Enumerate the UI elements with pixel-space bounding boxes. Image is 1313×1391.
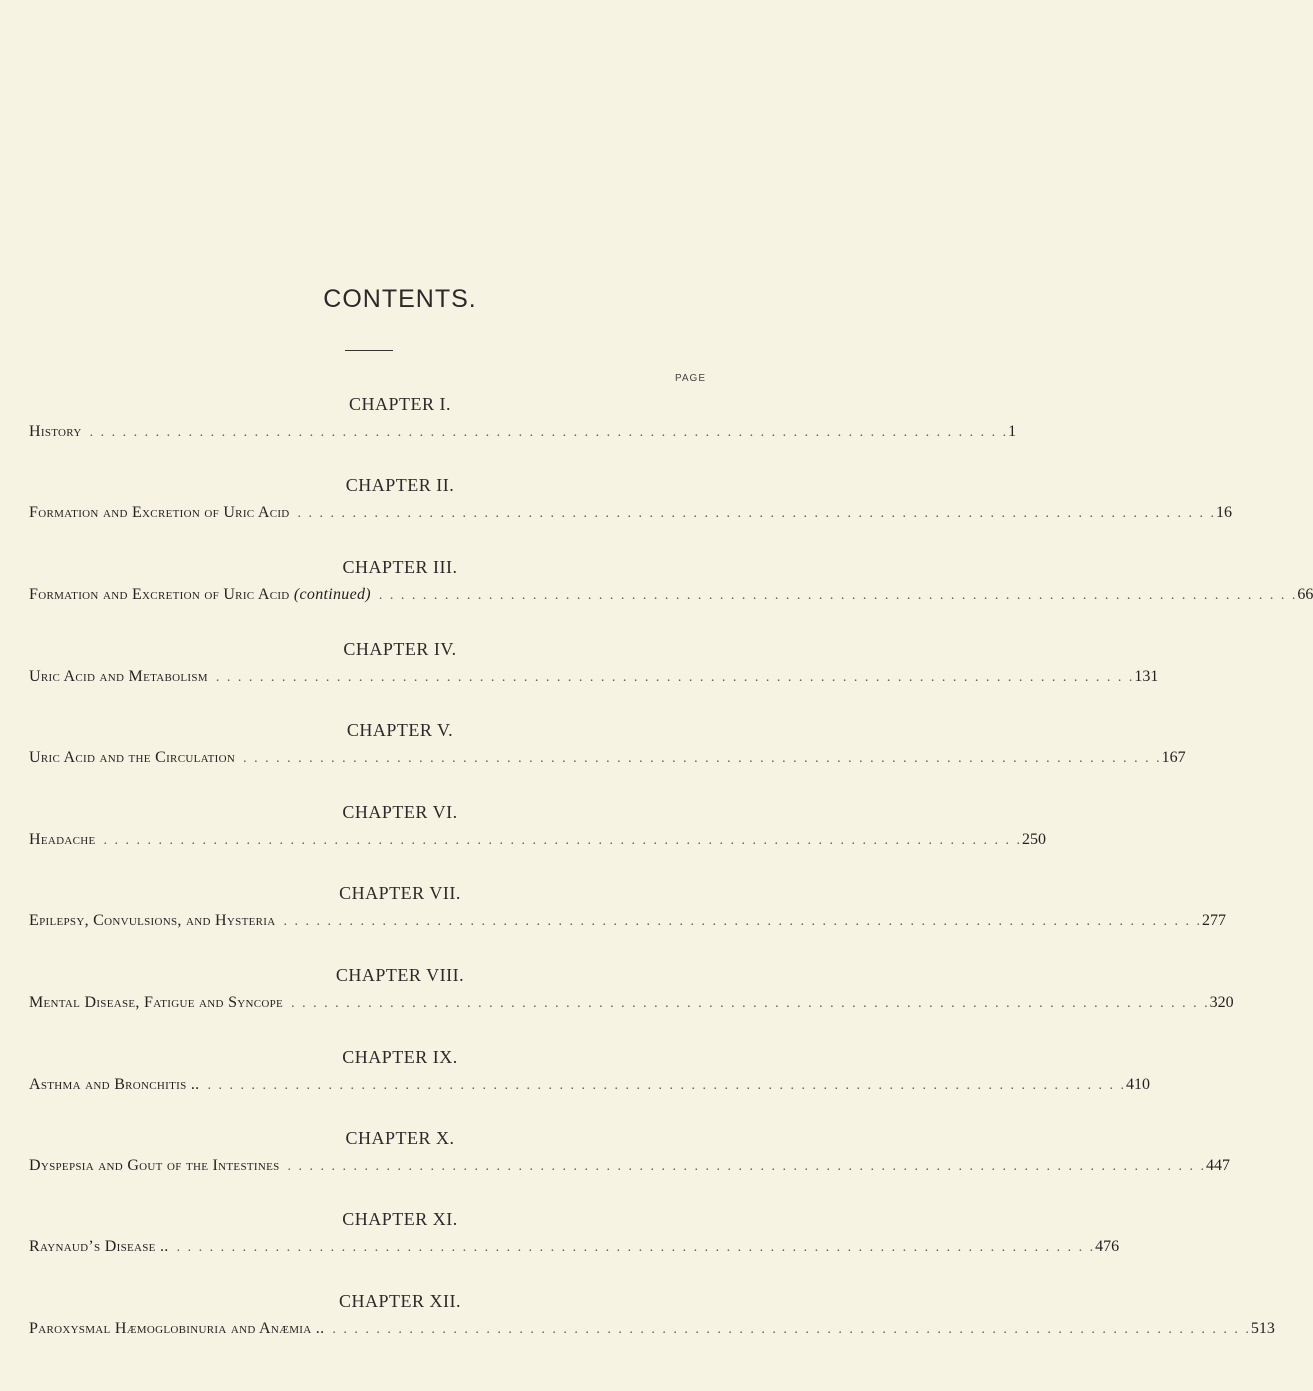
page-title: CONTENTS. (323, 285, 477, 313)
toc-line[interactable] (29, 831, 1047, 855)
toc-line[interactable] (29, 749, 1186, 773)
chapter-title: Formation and Excretion of Uric Acid (29, 504, 290, 521)
chapter-title (29, 586, 379, 604)
dot-leader: . . . . . . . . . . . . . . . . . . . . . . . . . . . . . . . . . . . . . . . . . . . . . . . . . . . . . . . . . . . . . . . . . . . . . . . . . . . . . . . . . . . . (378, 588, 1298, 603)
toc-line[interactable] (29, 423, 1017, 447)
dot-leader: . . . . . . . . . . . . . . . . . . . . . . . . . . . . . . . . . . . . . . . . . . . . . . . . . . . . . . . . . . . . . . . . . . . . . . . . . . . . . . . . . . . . (283, 914, 1202, 929)
chapter-title-suffix: (continued) (293, 586, 371, 603)
page-number: 513 (1250, 1320, 1275, 1337)
dot-leader: . . . . . . . . . . . . . . . . . . . . . . . . . . . . . . . . . . . . . . . . . . . . . . . . . . . . . . . . . . . . . . . . . . . . . . . . . . . . . . . . . . . . (287, 1159, 1207, 1174)
chapter-title: Dyspepsia and Gout of the Intestines (29, 1157, 280, 1174)
dot-leader: . . . . . . . . . . . . . . . . . . . . . . . . . . . . . . . . . . . . . . . . . . . . . . . . . . . . . . . . . . . . . . . . . . . . . . . . . . . . . . . . . . . . (297, 506, 1217, 521)
toc-line[interactable] (29, 1238, 1120, 1262)
page-number: 320 (1209, 994, 1234, 1011)
chapter-heading: CHAPTER I. (348, 394, 451, 414)
dot-leader: . . . . . . . . . . . . . . . . . . . . . . . . . . . . . . . . . . . . . . . . . . . . . . . . . . . . . . . . . . . . . . . . . . . . . . . . . . . . . . . . . . . . (332, 1322, 1251, 1337)
page-number: 447 (1206, 1157, 1231, 1174)
page-number: 66 (1297, 586, 1313, 603)
page-number: 250 (1022, 831, 1047, 848)
chapter-heading: CHAPTER II. (345, 475, 455, 495)
toc-line[interactable] (29, 994, 1234, 1018)
chapter-title: Raynaud’s Disease .. (29, 1238, 169, 1255)
chapter-heading: CHAPTER V. (346, 720, 454, 740)
chapter-heading: CHAPTER IV. (343, 639, 457, 659)
chapter-heading: CHAPTER VIII. (335, 965, 465, 985)
dot-leader: . . . . . . . . . . . . . . . . . . . . . . . . . . . . . . . . . . . . . . . . . . . . . . . . . . . . . . . . . . . . . . . . . . . . . . . . . . . . . . . . . . . . (103, 833, 1023, 848)
toc-line[interactable] (29, 1157, 1231, 1181)
chapter-title: History (29, 423, 82, 440)
page-number: 131 (1134, 668, 1159, 685)
dot-leader: . . . . . . . . . . . . . . . . . . . . . . . . . . . . . . . . . . . . . . . . . . . . . . . . . . . . . . . . . . . . . . . . . . . . . . . . . . . . . . . . . . . . (291, 996, 1210, 1011)
chapter-heading: CHAPTER VI. (342, 802, 458, 822)
chapter-title: Mental Disease, Fatigue and Syncope (29, 994, 284, 1011)
page-column-label: PAGE (674, 373, 706, 384)
dot-leader: . . . . . . . . . . . . . . . . . . . . . . . . . . . . . . . . . . . . . . . . . . . . . . . . . . . . . . . . . . . . . . . . . . . . . . . . . . . . . . . . . . . . (207, 1078, 1126, 1093)
chapter-heading: CHAPTER X. (345, 1128, 455, 1148)
chapter-heading: CHAPTER XII. (339, 1291, 461, 1311)
chapter-heading: CHAPTER III. (342, 557, 458, 577)
dot-leader: . . . . . . . . . . . . . . . . . . . . . . . . . . . . . . . . . . . . . . . . . . . . . . . . . . . . . . . . . . . . . . . . . . . . . . . . . . . . . . . . . . . . (176, 1240, 1096, 1255)
page-number: 476 (1095, 1238, 1120, 1255)
title-rule (345, 350, 393, 351)
dot-leader: . . . . . . . . . . . . . . . . . . . . . . . . . . . . . . . . . . . . . . . . . . . . . . . . . . . . . . . . . . . . . . . . . . . . . . . . . . . . . . . . . . . . (89, 425, 1009, 440)
chapter-title: Uric Acid and the Circulation (29, 749, 236, 766)
chapter-heading: CHAPTER XI. (342, 1209, 458, 1229)
chapter-title: Epilepsy, Convulsions, and Hysteria (29, 912, 276, 929)
page-number: 1 (1008, 423, 1017, 440)
chapter-title: Headache (29, 831, 96, 848)
chapter-heading: CHAPTER IX. (342, 1047, 458, 1067)
chapter-entry-12 (0, 1291, 1275, 1391)
chapter-heading: CHAPTER VII. (339, 883, 461, 903)
toc-line[interactable] (29, 912, 1226, 936)
toc-line[interactable] (29, 668, 1159, 692)
chapter-title-main: Formation and Excretion of Uric Acid (29, 586, 290, 603)
toc-line[interactable] (29, 586, 1313, 610)
dot-leader: . . . . . . . . . . . . . . . . . . . . . . . . . . . . . . . . . . . . . . . . . . . . . . . . . . . . . . . . . . . . . . . . . . . . . . . . . . . . . . . . . . . . (215, 670, 1135, 685)
chapter-title: Asthma and Bronchitis .. (29, 1076, 200, 1093)
chapter-title: Uric Acid and Metabolism (29, 668, 208, 685)
toc-line[interactable] (29, 1320, 1275, 1344)
chapter-title: Paroxysmal Hæmoglobinuria and Anæmia .. (29, 1320, 325, 1337)
page-number: 277 (1201, 912, 1226, 929)
toc-line[interactable] (29, 1076, 1150, 1100)
toc-line[interactable] (29, 504, 1233, 528)
dot-leader: . . . . . . . . . . . . . . . . . . . . . . . . . . . . . . . . . . . . . . . . . . . . . . . . . . . . . . . . . . . . . . . . . . . . . . . . . . . . . . . . . . . . (243, 751, 1162, 766)
page-number: 16 (1216, 504, 1233, 521)
page-number: 410 (1125, 1076, 1150, 1093)
page-number: 167 (1161, 749, 1186, 766)
